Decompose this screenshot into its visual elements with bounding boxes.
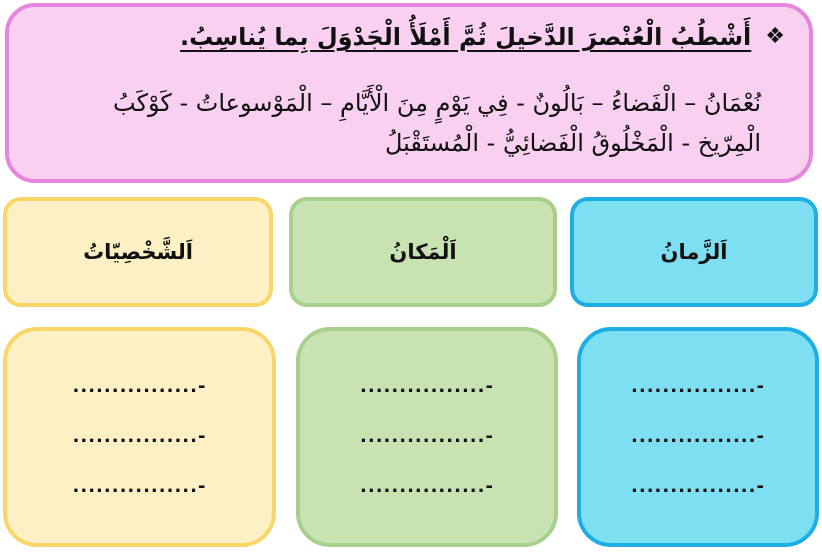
header-characters: اَلشَّخْصِيّاتُ bbox=[3, 197, 273, 307]
answer-line[interactable]: ................- bbox=[360, 376, 494, 397]
answer-line[interactable]: ................- bbox=[631, 476, 765, 497]
header-time: اَلزَّمانُ bbox=[570, 197, 818, 307]
header-place: اَلْمَكانُ bbox=[289, 197, 557, 307]
instruction-box bbox=[5, 3, 813, 183]
answer-line[interactable]: ................- bbox=[360, 476, 494, 497]
answer-box-place bbox=[296, 327, 558, 547]
answer-line[interactable]: ................- bbox=[360, 426, 494, 447]
answer-box-time bbox=[577, 327, 819, 547]
answer-line[interactable]: ................- bbox=[631, 376, 765, 397]
word-list bbox=[61, 83, 761, 163]
word-list-line-2: الْمِرّيخ - الْمَخْلُوقُ الْفَضائِيُّ - الْمُستَقْبَلُ bbox=[384, 129, 761, 157]
answer-box-characters bbox=[3, 327, 276, 547]
answer-line[interactable]: ................- bbox=[72, 376, 207, 397]
answer-line[interactable]: ................- bbox=[631, 426, 765, 447]
answer-line[interactable]: ................- bbox=[72, 426, 207, 447]
word-list-line-1: نُعْمَانُ – الْفَضاءُ – بَالُونٌ - فِي يَوْمٍ مِنَ الْأَيَّامِ – الْمَوْسوعاتُ - كَوْكَبُ bbox=[113, 89, 761, 117]
instruction-header bbox=[180, 23, 785, 51]
diamond-bullet-icon: ❖ bbox=[765, 24, 785, 49]
answer-line[interactable]: ................- bbox=[72, 476, 207, 497]
instruction-title: أَشْطُبُ الْعُنْصرَ الدَّخيلَ ثُمَّ أَمْلَأُ الْجَدْوَلَ بِما يُناسِبُ. bbox=[180, 23, 752, 51]
